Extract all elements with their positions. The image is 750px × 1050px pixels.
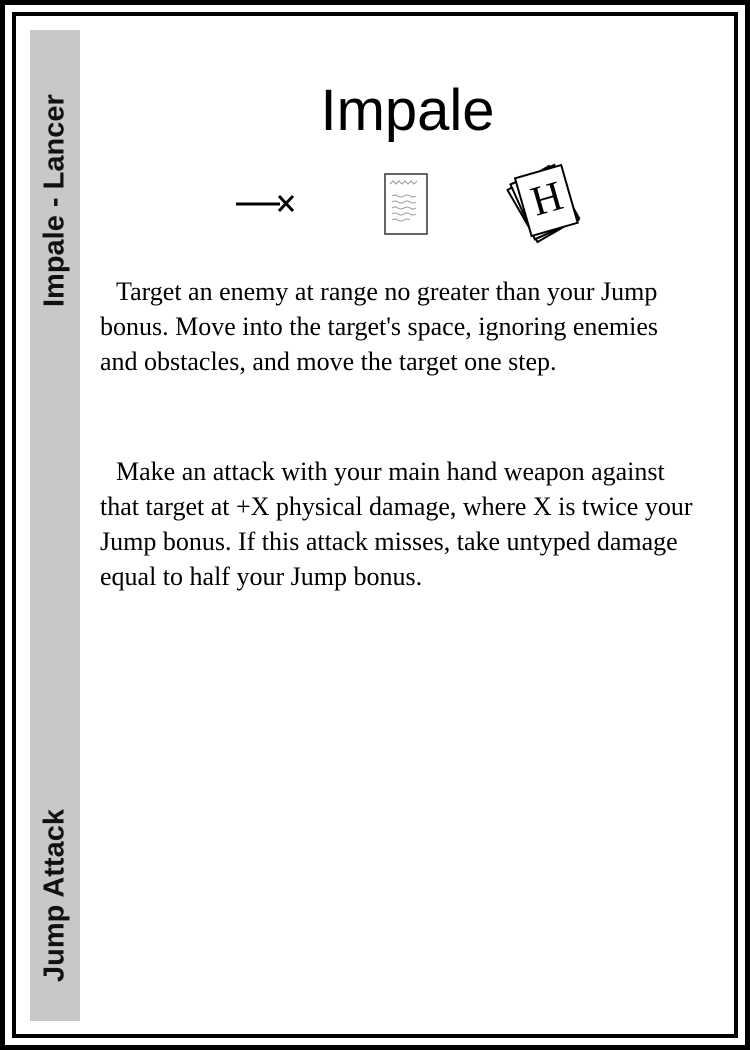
cards-h-letter: H <box>526 172 568 226</box>
card-side-label-bottom: Jump Attack <box>38 809 71 982</box>
cards-h-icon <box>503 162 587 244</box>
card-side-label-top: Impale - Lancer <box>38 94 71 307</box>
card-rules-paragraph-2: Make an attack with your main hand weapon against that target at +X physical damage, where X is twice your Jump bonus. If this attack misses, take untyped damage equal to half your Jump bonus. <box>100 457 693 591</box>
scroll-page-icon <box>382 172 430 236</box>
card-rules-paragraph-1: Target an enemy at range no greater than your Jump bonus. Move into the target's space, ignoring enemies and obstacles, and move the target one step. <box>100 277 659 376</box>
card-title: Impale <box>320 78 495 143</box>
range-arrow-icon <box>234 188 300 220</box>
